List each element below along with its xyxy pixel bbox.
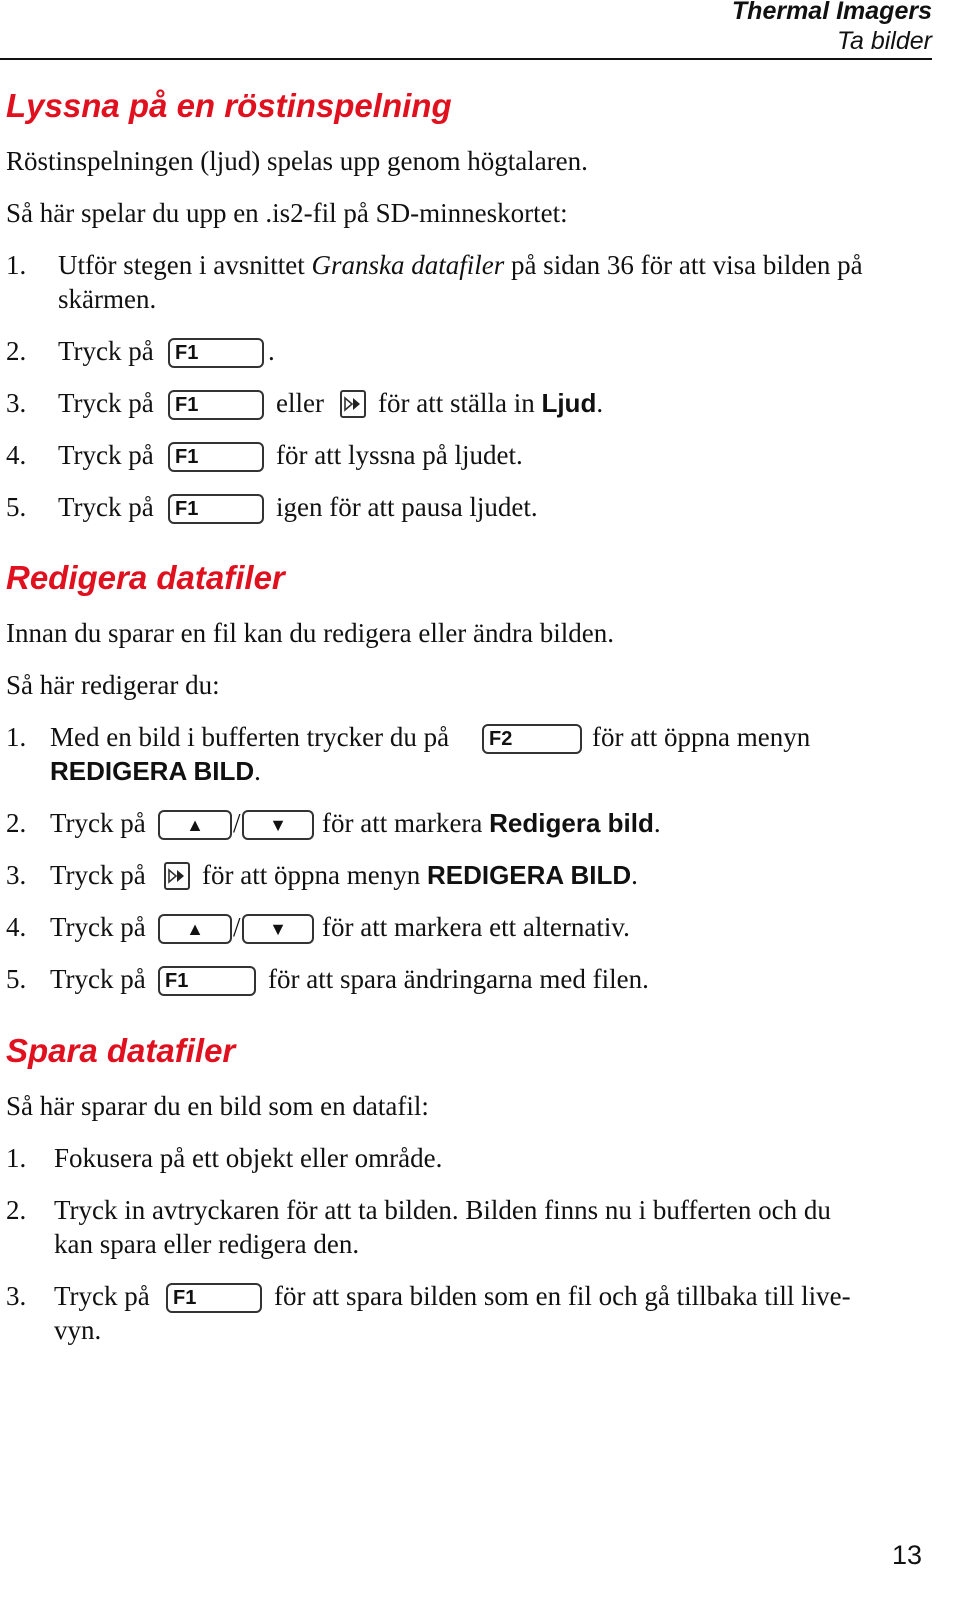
step-text: Tryck på — [50, 964, 146, 994]
step-text: kan spara eller redigera den. — [54, 1229, 360, 1259]
step-text: Med en bild i bufferten trycker du på — [50, 722, 450, 752]
list-number: 4. — [6, 440, 27, 470]
step-text: Tryck på — [54, 1281, 150, 1311]
edit-intro: Innan du sparar en fil kan du redigera eller ändra bilden. — [6, 618, 614, 648]
f1-key-icon: F1 — [168, 338, 264, 368]
step-text: Tryck på — [50, 912, 146, 942]
step-text: för att lyssna på ljudet. — [276, 440, 523, 470]
step-text: för att markera Redigera bild. — [322, 808, 661, 838]
list-number: 2. — [6, 1195, 27, 1225]
step-text: Tryck på — [50, 860, 146, 890]
listen-step1-line2: skärmen. — [58, 284, 157, 314]
step-text: för att spara bilden som en fil och gå tillbaka till live- — [274, 1281, 851, 1311]
f1-key-icon: F1 — [168, 390, 264, 420]
forward-arrow-icon — [340, 390, 366, 418]
f1-key-icon: F1 — [168, 494, 264, 524]
step-text: Fokusera på ett objekt eller område. — [54, 1143, 443, 1173]
list-number: 3. — [6, 388, 27, 418]
header-rule — [0, 58, 932, 60]
heading-listen: Lyssna på en röstinspelning — [6, 87, 452, 124]
step-text: Tryck in avtryckaren för att ta bilden. Bilden finns nu i bufferten och du — [54, 1195, 831, 1225]
up-arrow-icon: ▲ — [158, 810, 232, 840]
f1-key-icon: F1 — [166, 1283, 262, 1313]
list-number: 1. — [6, 1143, 27, 1173]
option-name: Ljud — [541, 388, 597, 418]
down-arrow-icon: ▼ — [242, 810, 314, 840]
heading-save: Spara datafiler — [6, 1032, 236, 1069]
cross-reference: Granska datafiler — [311, 250, 505, 280]
f1-key-icon: F1 — [168, 442, 264, 472]
header-section: Ta bilder — [837, 27, 932, 55]
list-number: 4. — [6, 912, 27, 942]
page-number: 13 — [891, 1540, 922, 1570]
f2-key-icon: F2 — [482, 724, 582, 754]
edit-how: Så här redigerar du: — [6, 670, 220, 700]
step-text: för att spara ändringarna med filen. — [268, 964, 649, 994]
list-number: 3. — [6, 860, 27, 890]
forward-arrow-icon — [164, 862, 190, 890]
save-how: Så här sparar du en bild som en datafil: — [6, 1091, 429, 1121]
step-text: Tryck på — [58, 440, 154, 470]
list-number: 5. — [6, 964, 27, 994]
menu-name: REDIGERA BILD. — [50, 756, 261, 786]
step-text: igen för att pausa ljudet. — [276, 492, 538, 522]
down-arrow-icon: ▼ — [242, 914, 314, 944]
listen-how: Så här spelar du upp en .is2-fil på SD-minneskortet: — [6, 198, 568, 228]
list-number: 2. — [6, 336, 27, 366]
up-arrow-icon: ▲ — [158, 914, 232, 944]
step-text: Tryck på — [58, 492, 154, 522]
separator: / — [233, 912, 241, 942]
step-text: för att öppna menyn REDIGERA BILD. — [202, 860, 638, 890]
step-text: Tryck på — [58, 336, 154, 366]
listen-intro: Röstinspelningen (ljud) spelas upp genom högtalaren. — [6, 146, 588, 176]
step-text: för att ställa in Ljud. — [378, 388, 604, 418]
list-number: 2. — [6, 808, 27, 838]
f1-key-icon: F1 — [158, 966, 256, 996]
step-text: för att markera ett alternativ. — [322, 912, 630, 942]
step-text: för att öppna menyn — [592, 722, 811, 752]
step-text: på sidan 36 för att visa bilden på — [504, 250, 863, 280]
list-number: 1. — [6, 250, 27, 280]
menu-name: REDIGERA BILD — [426, 860, 632, 890]
step-text: Tryck på — [50, 808, 146, 838]
heading-edit: Redigera datafiler — [6, 559, 285, 596]
step-text: eller — [276, 388, 324, 418]
step-text: Tryck på — [58, 388, 154, 418]
header-product: Thermal Imagers — [731, 0, 932, 25]
step-text: vyn. — [54, 1315, 102, 1345]
list-number: 5. — [6, 492, 27, 522]
step-punct: . — [268, 336, 275, 366]
listen-step1 — [58, 248, 863, 282]
list-number: 1. — [6, 722, 27, 752]
separator: / — [233, 808, 241, 838]
list-number: 3. — [6, 1281, 27, 1311]
step-text: Utför stegen i avsnittet — [58, 250, 312, 280]
option-name: Redigera bild — [489, 808, 654, 838]
